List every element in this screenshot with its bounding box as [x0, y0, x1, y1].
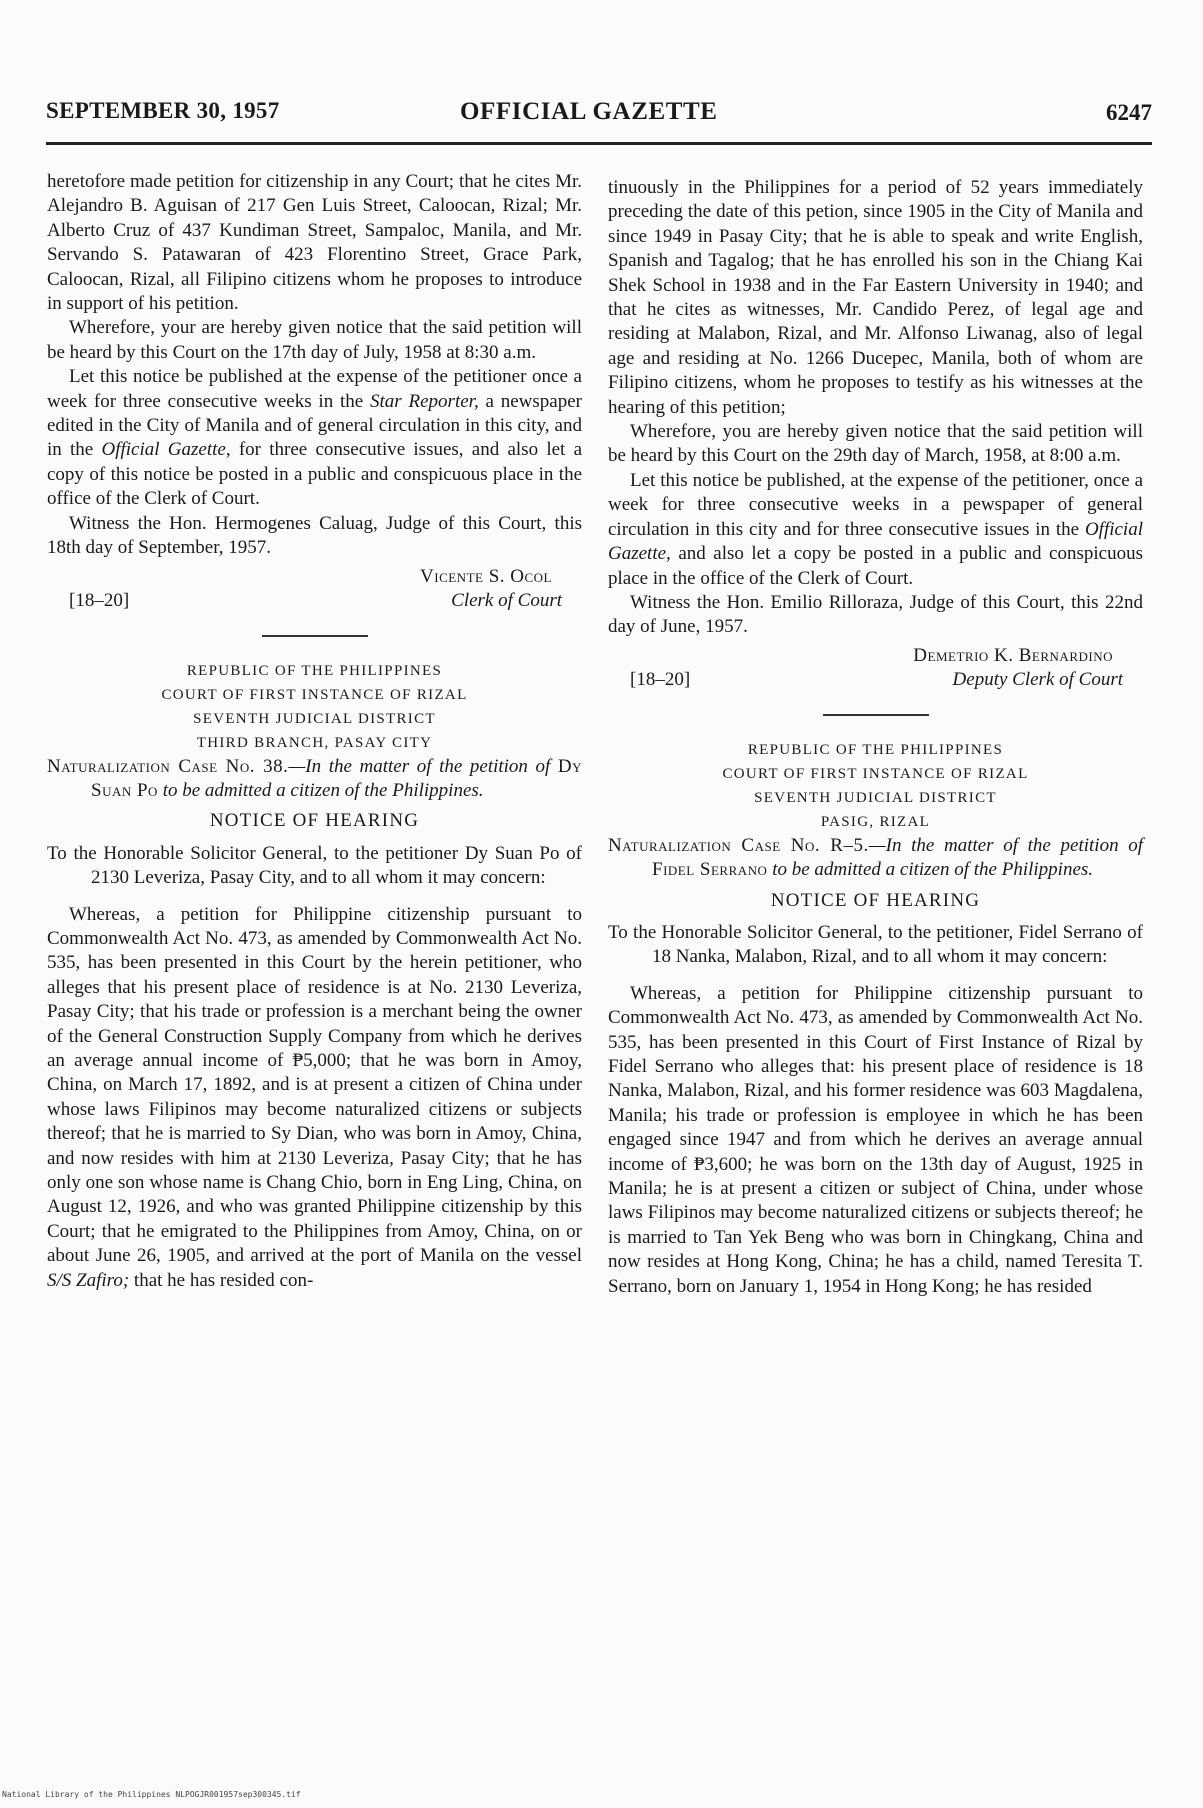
text-run: to be admitted a citizen of the Philippines.: [157, 779, 484, 801]
notice-title: NOTICE OF HEARING: [209, 810, 420, 832]
signatory-name: Demetrio K. Bernardino: [913, 644, 1113, 666]
page-header: [46, 98, 1152, 138]
address-line: To the Honorable Solicitor General, to the petitioner, Fidel Serrano of 18 Nanka, Malabon, Rizal, and to all whom it may concern:: [608, 921, 1143, 968]
section-divider: [823, 714, 929, 716]
left-column: [47, 170, 582, 1293]
vessel-name: S/S Zafiro;: [47, 1269, 130, 1291]
court-line: PASIG, RIZAL: [820, 813, 931, 830]
issue-reference: [18–20]: [630, 668, 691, 690]
newspaper-name: Star Reporter,: [370, 390, 479, 412]
petitioner-name: Fidel Serrano: [652, 859, 768, 881]
paragraph: [47, 365, 582, 511]
page-number: 6247: [1106, 100, 1152, 125]
court-line: REPUBLIC OF THE PHILIPPINES: [747, 741, 1004, 758]
issue-date: SEPTEMBER 30, 1957: [46, 98, 280, 123]
petitioner-name: Dy Suan Po: [91, 755, 583, 801]
text-run: —In the matter of the petition of: [288, 755, 558, 777]
notice-title: NOTICE OF HEARING: [770, 889, 981, 911]
court-heading: [47, 659, 582, 755]
scan-footer: National Library of the Philippines NLPOGJR001957sep300345.tif: [2, 1790, 301, 1799]
text-run: to be admitted a citizen of the Philippines.: [767, 859, 1094, 881]
case-number: Naturalization Case No. R–5.: [608, 834, 869, 856]
header-rule: [46, 142, 1152, 145]
court-line: COURT OF FIRST INSTANCE OF RIZAL: [161, 686, 468, 703]
paragraph: Witness the Hon. Emilio Rilloraza, Judge of this Court, this 22nd day of June, 1957.: [608, 591, 1143, 638]
section-divider: [262, 635, 368, 637]
case-caption: [608, 834, 1143, 883]
paragraph: Witness the Hon. Hermogenes Caluag, Judge of this Court, this 18th day of September, 1957.: [47, 512, 582, 559]
paragraph: [608, 469, 1143, 591]
signatory-name: Vicente S. Ocol: [420, 565, 552, 587]
signature-block: [608, 644, 1143, 692]
text-run: —In the matter of the petition of: [868, 834, 1143, 856]
signatory-office: Deputy Clerk of Court: [952, 668, 1123, 690]
paragraph: Wherefore, you are hereby given notice that the said petition will be heard by this Court on the 29th day of March, 1958, at 8:00 a.m.: [608, 421, 1143, 467]
right-column: [608, 176, 1143, 1299]
signatory-office: Clerk of Court: [451, 589, 562, 611]
address-line: To the Honorable Solicitor General, to the petitioner Dy Suan Po of 2130 Leveriza, Pasay City, and to all whom it may concern:: [47, 842, 582, 889]
court-line: SEVENTH JUDICIAL DISTRICT: [193, 710, 436, 727]
court-heading: [608, 738, 1143, 834]
text-run: for three consecutive issues, and also let a copy of this notice be posted in a public and conspicuous place in the office of the Clerk of Court.: [47, 439, 582, 510]
text-run: Let this notice be published at the expense of the petitioner once a week for three consecutive weeks in the: [47, 366, 582, 412]
text-run: Whereas, a petition for Philippine citizenship pursuant to Commonwealth Act No. 473, as amended by Commonwealth Act No. 535, has been presented in this Court by the herein petitioner, who alleges that his present place of residence is at No. 2130 Leveriza, Pasay City; that his trade or profession is a merchant being the owner of the General Construction Supply Company from which he derives an average annual income of ₱5,000; that he was born in Amoy, China, on March 17, 1892, and is at present a citizen of China under whose laws Filipinos may become naturalized citizens or subjects thereof; that he is married to Sy Dian, who was born in Amoy, China, and now resides with him at 2130 Leveriza, Pasay City; that he has only one son whose name is Chang Chio, born in Eng Ling, China, on August 12, 1926, and who was granted Philippine citizenship by this Court; that he emigrated to the Philippines from Amoy, China, on or about June 26, 1905, and arrived at the port of Manila on the vessel: [47, 903, 582, 1267]
text-run: a newspaper edited in the City of Manila and of general circulation in this city, and in the: [47, 390, 582, 461]
gazette-name: Official Gazette,: [101, 439, 231, 461]
issue-reference: [18–20]: [69, 589, 130, 611]
paragraph: Wherefore, your are hereby given notice that the said petition will be heard by this Court on the 17th day of July, 1958 at 8:30 a.m.: [47, 317, 582, 363]
case-caption: [47, 755, 582, 804]
court-line: COURT OF FIRST INSTANCE OF RIZAL: [722, 765, 1029, 782]
publication-title: OFFICIAL GAZETTE: [460, 98, 718, 125]
court-line: REPUBLIC OF THE PHILIPPINES: [186, 662, 443, 679]
paragraph: Whereas, a petition for Philippine citizenship pursuant to Commonwealth Act No. 473, as amended by Commonwealth Act No. 535, has been presented in this Court of First Instance of Rizal by Fidel Serrano who alleges that: his present place of residence is 18 Nanka, Malabon, Rizal, and his former residence was 603 Magdalena, Manila; his trade or profession is employee in which he has been engaged since 1947 and from which he derives an average annual income of ₱3,600; he was born on the 13th day of August, 1925 in Manila; he is at present a citizen or subject of China, under whose laws Filipinos may become naturalized citizens or subjects thereof; he is married to Tan Yek Beng who was born in Chingkang, China and now resides at Hong Kong, China; he has a child, named Teresita T. Serrano, born on January 1, 1954 in Hong Kong; he has resided: [608, 982, 1143, 1297]
text-run: that he has resided con-: [129, 1269, 314, 1291]
paragraph: heretofore made petition for citizenship in any Court; that he cites Mr. Alejandro B. Aguisan of 217 Gen Luis Street, Caloocan, Rizal; Mr. Alberto Cruz of 437 Kundiman Street, Sampaloc, Manila, and Mr. Servando S. Patawaran of 423 Florentino Street, Grace Park, Caloocan, Rizal, all Filipino citizens whom he proposes to introduce in support of his petition.: [47, 171, 582, 315]
paragraph: tinuously in the Philippines for a period of 52 years immediately preceding the date of this petion, since 1905 in the City of Manila and since 1949 in Pasay City; that he is able to speak and write English, Spanish and Tagalog; that he has enrolled his son in the Chiang Kai Shek School in 1938 and in the Far Eastern University in 1940; and that he cites as witnesses, Mr. Candido Perez, of legal age and residing at Malabon, Rizal, and Mr. Alfonso Liwanag, also of legal age and residing at No. 1266 Ducepec, Manila, both of whom are Filipino citizens, whom he proposes to testify as his witnesses at the hearing of this petition;: [608, 177, 1143, 418]
text-run: and also let a copy be posted in a public and conspicuous place in the office of the Clerk of Court.: [608, 543, 1143, 589]
court-line: THIRD BRANCH, PASAY CITY: [196, 734, 433, 751]
text-run: Let this notice be published, at the expense of the petitioner, once a week for three consecutive weeks in a pewspaper of general circulation in this city and for three consecutive issues in the: [608, 469, 1143, 540]
court-line: SEVENTH JUDICIAL DISTRICT: [754, 789, 997, 806]
case-number: Naturalization Case No. 38.: [47, 755, 289, 777]
paragraph: [47, 903, 582, 1294]
gazette-name: Official Gazette,: [608, 518, 1143, 565]
signature-block: [47, 565, 582, 613]
